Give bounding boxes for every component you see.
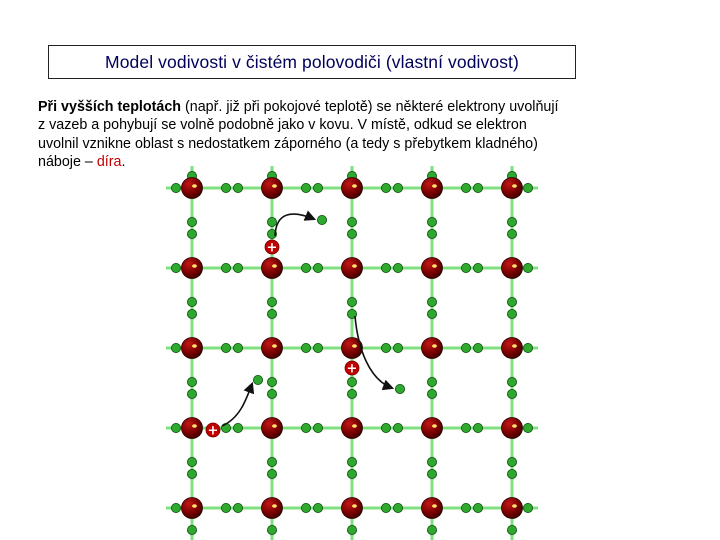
bond-electron bbox=[267, 297, 276, 306]
hole-marker bbox=[265, 240, 279, 256]
bond-electron bbox=[233, 263, 242, 272]
bond-electron bbox=[523, 263, 532, 272]
bond-electron bbox=[313, 263, 322, 272]
atom-highlight bbox=[192, 344, 197, 348]
atom-highlight bbox=[512, 264, 517, 268]
lattice-atom bbox=[262, 338, 283, 359]
atom-nucleus bbox=[182, 258, 203, 279]
atom-nucleus bbox=[182, 338, 203, 359]
bond-electron bbox=[427, 217, 436, 226]
atom-nucleus bbox=[502, 418, 523, 439]
bond-electron bbox=[187, 217, 196, 226]
bond-electron bbox=[461, 423, 470, 432]
atom-nucleus bbox=[262, 338, 283, 359]
lattice-atom bbox=[182, 418, 203, 439]
bond-electron bbox=[347, 389, 356, 398]
atom-nucleus bbox=[342, 498, 363, 519]
body-line-4-suffix: . bbox=[121, 154, 126, 171]
bold-lead: Při vyšších teplotách bbox=[38, 99, 182, 115]
bond-electron bbox=[381, 343, 390, 352]
bond-electron bbox=[347, 297, 356, 306]
hole-plus-sign: + bbox=[207, 423, 219, 439]
body-line-1: (např. již při pokojové teplotě) se některé elektrony uvolňují bbox=[181, 99, 559, 115]
bond-electron bbox=[187, 229, 196, 238]
bond-electron bbox=[221, 263, 230, 272]
lattice-atom bbox=[342, 258, 363, 279]
bond-electron bbox=[347, 469, 356, 478]
bond-electron bbox=[347, 229, 356, 238]
bond-electron bbox=[267, 377, 276, 386]
lattice-atom bbox=[502, 178, 523, 199]
atom-highlight bbox=[192, 184, 197, 188]
lattice-atom bbox=[182, 338, 203, 359]
bond-electron bbox=[187, 297, 196, 306]
bond-electron bbox=[347, 525, 356, 534]
bond-electron bbox=[171, 183, 180, 192]
lattice-atom bbox=[342, 178, 363, 199]
bond-electron bbox=[381, 503, 390, 512]
hole-plus-sign: + bbox=[266, 240, 278, 256]
hole-plus-sign: + bbox=[346, 361, 358, 377]
atom-nucleus bbox=[342, 418, 363, 439]
bond-electron bbox=[221, 343, 230, 352]
bond-electron bbox=[523, 343, 532, 352]
lattice-atom bbox=[422, 418, 443, 439]
lattice-atom bbox=[182, 258, 203, 279]
bond-electron bbox=[393, 503, 402, 512]
bond-electron bbox=[171, 343, 180, 352]
atom-highlight bbox=[432, 504, 437, 508]
bond-electron bbox=[313, 423, 322, 432]
atom-highlight bbox=[272, 504, 277, 508]
atom-nucleus bbox=[422, 418, 443, 439]
bond-electron bbox=[267, 469, 276, 478]
bond-electron bbox=[187, 469, 196, 478]
atom-highlight bbox=[432, 344, 437, 348]
lattice-atom bbox=[342, 418, 363, 439]
bond-electron bbox=[313, 503, 322, 512]
bond-electron bbox=[427, 469, 436, 478]
bond-electron bbox=[171, 423, 180, 432]
lattice-atom bbox=[182, 498, 203, 519]
bond-electron bbox=[301, 423, 310, 432]
bond-electron bbox=[393, 423, 402, 432]
bond-electron bbox=[507, 525, 516, 534]
bond-electron bbox=[267, 217, 276, 226]
bond-electron bbox=[427, 457, 436, 466]
atom-nucleus bbox=[502, 178, 523, 199]
atom-nucleus bbox=[422, 258, 443, 279]
atom-highlight bbox=[352, 264, 357, 268]
bond-electron bbox=[313, 343, 322, 352]
bond-electron bbox=[347, 457, 356, 466]
lattice-atom bbox=[262, 258, 283, 279]
bond-electron bbox=[233, 423, 242, 432]
bond-electron bbox=[507, 309, 516, 318]
bond-electron bbox=[507, 377, 516, 386]
lattice-atom bbox=[422, 258, 443, 279]
hole-marker bbox=[206, 423, 220, 439]
bond-electron bbox=[267, 389, 276, 398]
bond-electron bbox=[427, 297, 436, 306]
bond-electron bbox=[381, 423, 390, 432]
hole-marker bbox=[345, 361, 359, 377]
bond-electron bbox=[233, 503, 242, 512]
atom-highlight bbox=[432, 424, 437, 428]
lattice-atom bbox=[262, 178, 283, 199]
atom-nucleus bbox=[422, 178, 443, 199]
atom-highlight bbox=[192, 424, 197, 428]
page-title: Model vodivosti v čistém polovodiči (vlastní vodivost) bbox=[105, 51, 519, 72]
atom-nucleus bbox=[342, 258, 363, 279]
bond-electron bbox=[523, 183, 532, 192]
bond-electron bbox=[301, 263, 310, 272]
lattice-atom bbox=[422, 498, 443, 519]
atom-highlight bbox=[272, 344, 277, 348]
atom-nucleus bbox=[262, 178, 283, 199]
atom-nucleus bbox=[262, 498, 283, 519]
atom-highlight bbox=[272, 424, 277, 428]
bond-electron bbox=[473, 503, 482, 512]
bond-electron bbox=[221, 183, 230, 192]
body-line-3: uvolnil vznikne oblast s nedostatkem záporného (a tedy s přebytkem kladného) bbox=[38, 135, 538, 152]
atom-nucleus bbox=[262, 258, 283, 279]
bond-electron bbox=[267, 309, 276, 318]
lattice-atom bbox=[422, 338, 443, 359]
lattice-atom bbox=[182, 178, 203, 199]
bond-electron bbox=[267, 525, 276, 534]
electron-motion-arrow bbox=[275, 214, 314, 236]
bond-electron bbox=[507, 297, 516, 306]
bond-electron bbox=[393, 343, 402, 352]
electron-motion-arrow bbox=[222, 384, 252, 426]
free-electron bbox=[395, 384, 404, 393]
lattice-atom bbox=[422, 178, 443, 199]
bond-electron bbox=[427, 389, 436, 398]
bond-electron bbox=[381, 263, 390, 272]
bond-electron bbox=[427, 309, 436, 318]
atom-nucleus bbox=[502, 338, 523, 359]
bond-electron bbox=[233, 343, 242, 352]
atom-highlight bbox=[512, 504, 517, 508]
free-electron bbox=[317, 215, 326, 224]
bond-electron bbox=[393, 183, 402, 192]
bond-electron bbox=[187, 457, 196, 466]
bond-electron bbox=[473, 183, 482, 192]
atom-highlight bbox=[512, 424, 517, 428]
atom-nucleus bbox=[502, 258, 523, 279]
bond-electron bbox=[301, 183, 310, 192]
atom-highlight bbox=[192, 504, 197, 508]
lattice-atom bbox=[342, 498, 363, 519]
atom-highlight bbox=[432, 184, 437, 188]
bond-electron bbox=[171, 503, 180, 512]
atom-highlight bbox=[512, 344, 517, 348]
bond-electron bbox=[301, 343, 310, 352]
lattice-atom bbox=[262, 418, 283, 439]
lattice-atom bbox=[502, 258, 523, 279]
lattice-atom bbox=[262, 498, 283, 519]
bond-electron bbox=[221, 503, 230, 512]
atom-highlight bbox=[352, 504, 357, 508]
bond-electron bbox=[473, 343, 482, 352]
bond-electron bbox=[523, 503, 532, 512]
bond-electron bbox=[473, 263, 482, 272]
body-line-4-prefix: náboje – bbox=[38, 154, 97, 171]
bond-electron bbox=[507, 217, 516, 226]
bond-electron bbox=[507, 389, 516, 398]
atom-highlight bbox=[272, 264, 277, 268]
lattice-atom bbox=[502, 418, 523, 439]
bond-electron bbox=[381, 183, 390, 192]
bond-electron bbox=[461, 503, 470, 512]
bond-electron bbox=[187, 377, 196, 386]
bond-electron bbox=[507, 469, 516, 478]
lattice-atom bbox=[502, 498, 523, 519]
bond-electron bbox=[187, 525, 196, 534]
bond-electron bbox=[507, 457, 516, 466]
bond-electron bbox=[473, 423, 482, 432]
free-electron bbox=[253, 375, 262, 384]
atom-highlight bbox=[352, 424, 357, 428]
bond-electron bbox=[187, 309, 196, 318]
hole-term: díra bbox=[96, 154, 122, 171]
atom-highlight bbox=[192, 264, 197, 268]
atom-nucleus bbox=[342, 178, 363, 199]
atom-highlight bbox=[432, 264, 437, 268]
bond-electron bbox=[427, 377, 436, 386]
atom-nucleus bbox=[182, 418, 203, 439]
bond-electron bbox=[461, 263, 470, 272]
bond-electron bbox=[267, 457, 276, 466]
atom-nucleus bbox=[422, 498, 443, 519]
atom-nucleus bbox=[262, 418, 283, 439]
atom-nucleus bbox=[502, 498, 523, 519]
atom-highlight bbox=[512, 184, 517, 188]
bond-electron bbox=[347, 377, 356, 386]
bond-electron bbox=[233, 183, 242, 192]
atom-highlight bbox=[352, 184, 357, 188]
bond-electron bbox=[523, 423, 532, 432]
lattice-atom bbox=[502, 338, 523, 359]
atom-nucleus bbox=[182, 498, 203, 519]
bond-electron bbox=[461, 183, 470, 192]
atom-highlight bbox=[272, 184, 277, 188]
bond-electron bbox=[427, 229, 436, 238]
bond-electron bbox=[461, 343, 470, 352]
body-line-2: z vazeb a pohybují se volně podobně jako v kovu. V místě, odkud se elektron bbox=[38, 117, 527, 134]
bond-electron bbox=[427, 525, 436, 534]
bond-electron bbox=[313, 183, 322, 192]
bond-electron bbox=[187, 389, 196, 398]
bond-electron bbox=[171, 263, 180, 272]
bond-electron bbox=[507, 229, 516, 238]
bond-electron bbox=[301, 503, 310, 512]
atom-highlight bbox=[352, 344, 357, 348]
atom-nucleus bbox=[422, 338, 443, 359]
bond-electron bbox=[347, 217, 356, 226]
atom-nucleus bbox=[182, 178, 203, 199]
bond-electron bbox=[393, 263, 402, 272]
